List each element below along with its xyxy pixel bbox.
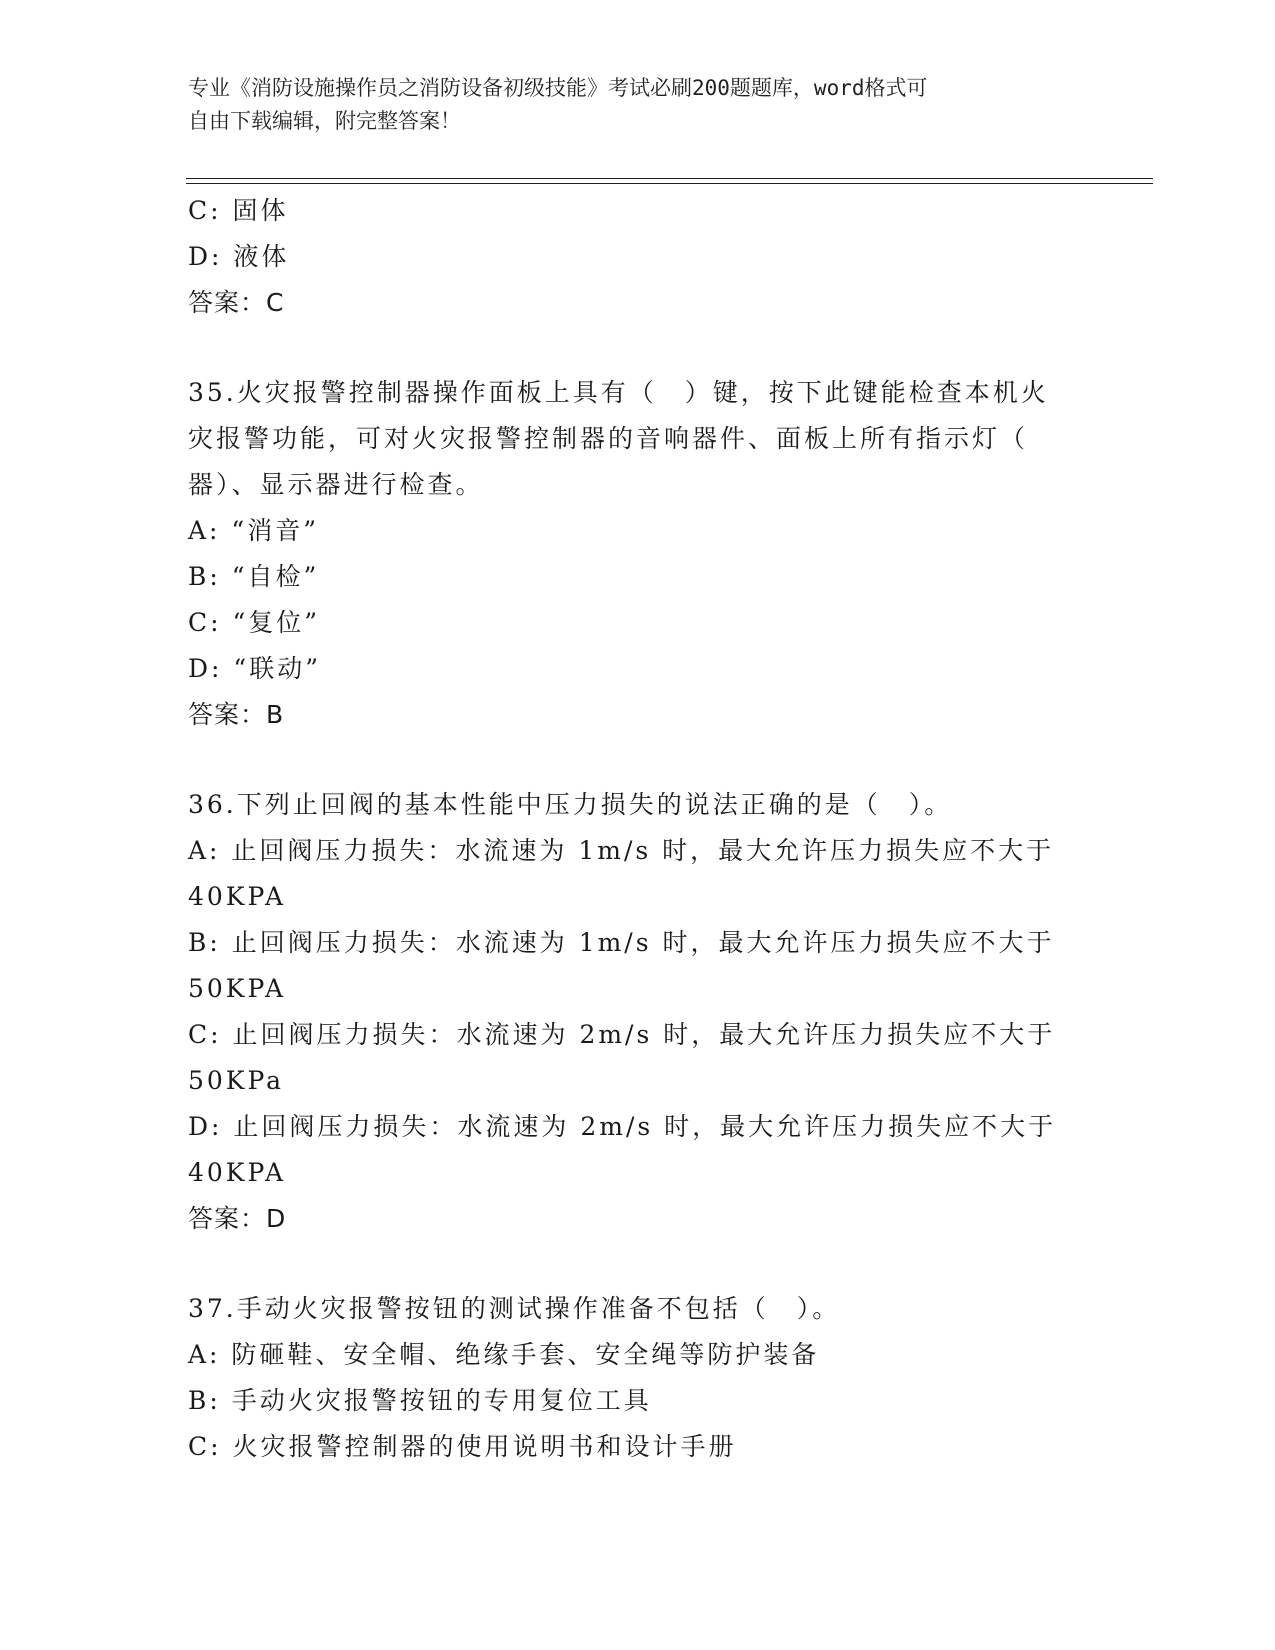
spacer: [188, 326, 1128, 370]
option-b-continued: 50KPA: [188, 974, 287, 1003]
option-d: D: “联动”: [188, 654, 321, 683]
option-c: C: 火灾报警控制器的使用说明书和设计手册: [188, 1432, 737, 1461]
question-stem-line: 35.火灾报警控制器操作面板上具有（ ）键，按下此键能检查本机火: [188, 378, 1049, 407]
option-d-continued: 40KPA: [188, 1158, 287, 1187]
header-divider-bottom: [186, 183, 1153, 184]
option-a: A: “消音”: [188, 516, 319, 545]
header-title-line-2: 自由下载编辑，附完整答案！: [188, 109, 461, 133]
option-b: B: 止回阀压力损失：水流速为 1m/s 时，最大允许压力损失应不大于: [188, 928, 1055, 957]
question-stem-line: 灾报警功能，可对火灾报警控制器的音响器件、面板上所有指示灯（: [188, 424, 1029, 453]
option-d: D: 止回阀压力损失：水流速为 2m/s 时，最大允许压力损失应不大于: [188, 1112, 1057, 1141]
option-c: C: 固体: [188, 196, 289, 225]
answer-line: 答案：D: [188, 1204, 287, 1233]
option-d: D: 液体: [188, 242, 290, 271]
header-title-line-1: 专业《消防设施操作员之消防设备初级技能》考试必刷200题题库，word格式可: [188, 76, 928, 100]
answer-line: 答案：C: [188, 288, 285, 317]
option-c: C: 止回阀压力损失：水流速为 2m/s 时，最大允许压力损失应不大于: [188, 1020, 1056, 1049]
option-b: B: 手动火灾报警按钮的专用复位工具: [188, 1386, 652, 1415]
question-stem-line: 器）、显示器进行检查。: [188, 470, 484, 499]
option-a-continued: 40KPA: [188, 882, 287, 911]
page-header: [188, 72, 1068, 138]
document-body: [188, 188, 1128, 1470]
question-36: [188, 782, 1128, 1242]
header-divider-top: [186, 178, 1153, 179]
question-stem-line: 37.手动火灾报警按钮的测试操作准备不包括（ ）。: [188, 1294, 841, 1323]
question-35: [188, 370, 1128, 738]
question-stem-line: 36.下列止回阀的基本性能中压力损失的说法正确的是（ ）。: [188, 790, 953, 819]
spacer: [188, 1242, 1128, 1286]
option-a: A: 止回阀压力损失：水流速为 1m/s 时，最大允许压力损失应不大于: [188, 836, 1055, 865]
question-34-tail: [188, 188, 1128, 326]
answer-line: 答案：B: [188, 700, 285, 729]
option-b: B: “自检”: [188, 562, 320, 591]
option-c-continued: 50KPa: [188, 1066, 285, 1095]
option-c: C: “复位”: [188, 608, 321, 637]
question-37: [188, 1286, 1128, 1470]
spacer: [188, 738, 1128, 782]
option-a: A: 防砸鞋、安全帽、绝缘手套、安全绳等防护装备: [188, 1340, 820, 1369]
